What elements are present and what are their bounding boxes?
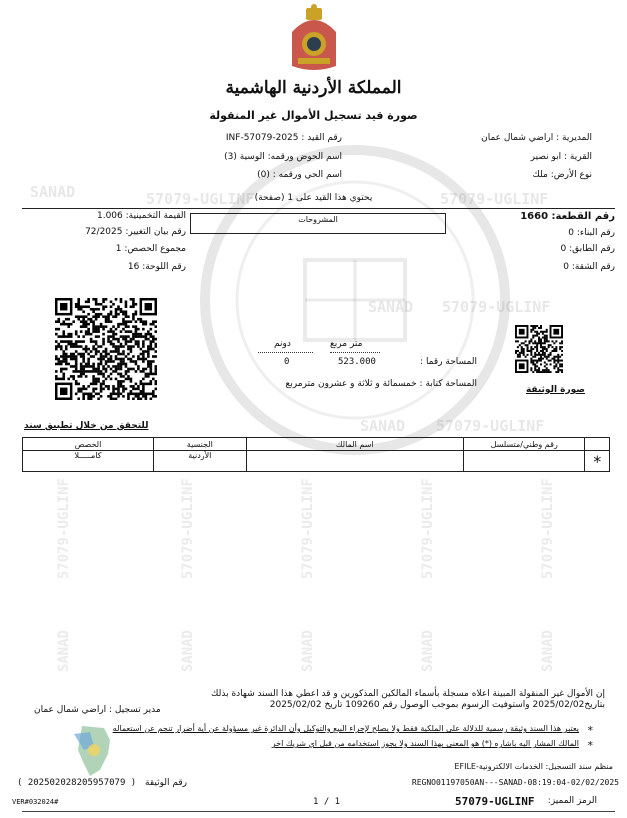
- watermark-vertical-sanad: SANAD: [540, 630, 556, 673]
- record-number: رقم القيد : 2025-INF-57079: [225, 133, 342, 143]
- registrar: مدير تسجيل : اراضي شمال عمان: [34, 705, 161, 715]
- watermark-vertical-sanad: SANAD: [300, 630, 316, 673]
- statement-line-1: إن الأموال غير المنقولة المبينة اعلاه مسجلة بأسماء المالكين المذكورين و قد اعطي هذا السند شهادة بذلك: [211, 689, 605, 699]
- shares-total: مجموع الحصص: 1: [115, 244, 186, 254]
- col-nationality: الجنسية: [154, 438, 247, 451]
- document-image-qr-code[interactable]: [515, 325, 563, 373]
- col-national-number: رقم وطني/متسلسل: [463, 438, 585, 451]
- directorate: المديرية : اراضي شمال عمان: [481, 133, 592, 143]
- document-number: ( 202502028205957079 ): [17, 778, 137, 788]
- kingdom-title: المملكة الأردنية الهاشمية: [225, 78, 402, 98]
- watermark-code: 57079-UGLINF: [436, 417, 545, 435]
- area-underline: [330, 352, 380, 353]
- watermark-sanad: SANAD: [30, 183, 76, 201]
- col-owner-name: اسم المالك: [246, 438, 463, 451]
- note-star-2: *: [587, 739, 593, 752]
- note-star-1: *: [587, 724, 593, 737]
- secret-code-label: الرمز المميز:: [547, 796, 597, 806]
- watermark-code: 57079-UGLINF: [146, 190, 255, 208]
- note-1: يعتبر هذا السند وثيقة رسمية للدلالة على الملكية فقط ولا يصلح لإجراء البيع والتوكيل وأن الدائرة غير مسؤولة عن أية أضرار تنجم عن استعماله: [112, 724, 579, 733]
- separator-line: [22, 208, 615, 209]
- appraised-value: القيمة التخمينية: 1.006: [96, 211, 186, 221]
- document-number-label: رقم الوثيقة: [145, 778, 187, 788]
- change-statement-number: رقم بيان التغيير: 72/2025: [85, 227, 186, 237]
- owner-star-marker: *: [585, 451, 610, 472]
- area-unit-sqm: متر مربع: [330, 339, 363, 349]
- registration-number: REGNO01197050AN---SANAD-08:19:04-02/02/2025: [411, 778, 619, 787]
- watermark-vertical: 57079-UGLINF: [540, 478, 556, 580]
- apartment-number: رقم الشقة: 0: [563, 262, 615, 272]
- table-row: [23, 451, 610, 472]
- version-code: VER#032024#: [12, 798, 59, 806]
- owner-national-number: [463, 451, 585, 472]
- building-number: رقم البناء: 0: [568, 228, 615, 238]
- watermark-vertical-sanad: SANAD: [56, 630, 72, 673]
- owner-nationality: الأردنية: [154, 451, 247, 472]
- watermark-vertical-sanad: SANAD: [420, 630, 436, 673]
- jordan-emblem-icon: [284, 4, 344, 74]
- watermark-vertical-sanad: SANAD: [180, 630, 196, 673]
- land-type: نوع الأرض: ملك: [532, 170, 592, 180]
- area-numeric-label: المساحة رقما :: [420, 357, 477, 367]
- watermark-vertical: 57079-UGLINF: [420, 478, 436, 580]
- area-unit-dunum: دونم: [274, 339, 291, 349]
- document-image-link[interactable]: صورة الوثيقة: [525, 385, 585, 395]
- page-indicator: 1 / 1: [313, 797, 341, 807]
- organizer: منظم سند التسجيل: الخدمات الالكترونية-EFILE: [454, 762, 613, 771]
- owner-shares: كامـــــلا: [23, 451, 154, 472]
- footer-line: [22, 811, 615, 812]
- secret-code: 57079-UGLINF: [455, 795, 535, 808]
- verify-app-link[interactable]: للتحقق من خلال تطبيق سند: [24, 421, 149, 431]
- watermark-sanad: SANAD: [368, 298, 414, 316]
- col-shares: الحصص: [23, 438, 154, 451]
- watermark-sanad: SANAD: [360, 417, 406, 435]
- quarter-name: اسم الحي ورقمه : (0): [257, 170, 342, 180]
- floor-number: رقم الطابق: 0: [560, 244, 615, 254]
- department-seal-watermark: [195, 140, 515, 460]
- watermark-vertical: 57079-UGLINF: [56, 478, 72, 580]
- owners-table: [22, 437, 610, 472]
- watermark-code: 57079-UGLINF: [440, 190, 549, 208]
- area-underline: [258, 352, 313, 353]
- projects-box: [190, 213, 446, 234]
- village: القرية : ابو نصير: [530, 152, 592, 162]
- area-text: المساحة كتابة : خمسمائة و ثلاثة و عشرون مترمربع: [285, 379, 477, 389]
- statement-line-2: بتاريخ2025/02/02 واستوفيت الرسوم بموجب الوصول رقم 109260 تاريخ 2025/02/02: [269, 700, 605, 710]
- plot-number: رقم القطعة: 1660: [520, 211, 615, 222]
- basin-name: اسم الحوض ورقمه: الوسية (3): [224, 152, 342, 162]
- jordan-map-logo: [64, 720, 124, 780]
- watermark-code: 57079-UGLINF: [442, 298, 551, 316]
- board-number: رقم اللوحة: 16: [127, 262, 186, 272]
- area-sqm-value: 523.000: [338, 357, 376, 367]
- owners-table-header: [23, 438, 610, 451]
- star-column-header: [585, 438, 610, 451]
- projects-label: المشروحات: [298, 215, 338, 224]
- area-dunum-value: 0: [284, 357, 290, 367]
- watermark-vertical: 57079-UGLINF: [180, 478, 196, 580]
- owner-name: [246, 451, 463, 472]
- verification-qr-code[interactable]: [55, 298, 157, 400]
- pages-count: يحتوي هذا القيد على 1 (صفحة): [254, 193, 373, 203]
- watermark-vertical: 57079-UGLINF: [300, 478, 316, 580]
- note-2: المالك المشار اليه باشاره (*) هو المعنى بهذا السند ولا يجوز استخدامه من قبل اي شريك اخر: [271, 739, 579, 748]
- document-title: صورة قيد تسجيل الأموال غير المنقولة: [209, 109, 418, 122]
